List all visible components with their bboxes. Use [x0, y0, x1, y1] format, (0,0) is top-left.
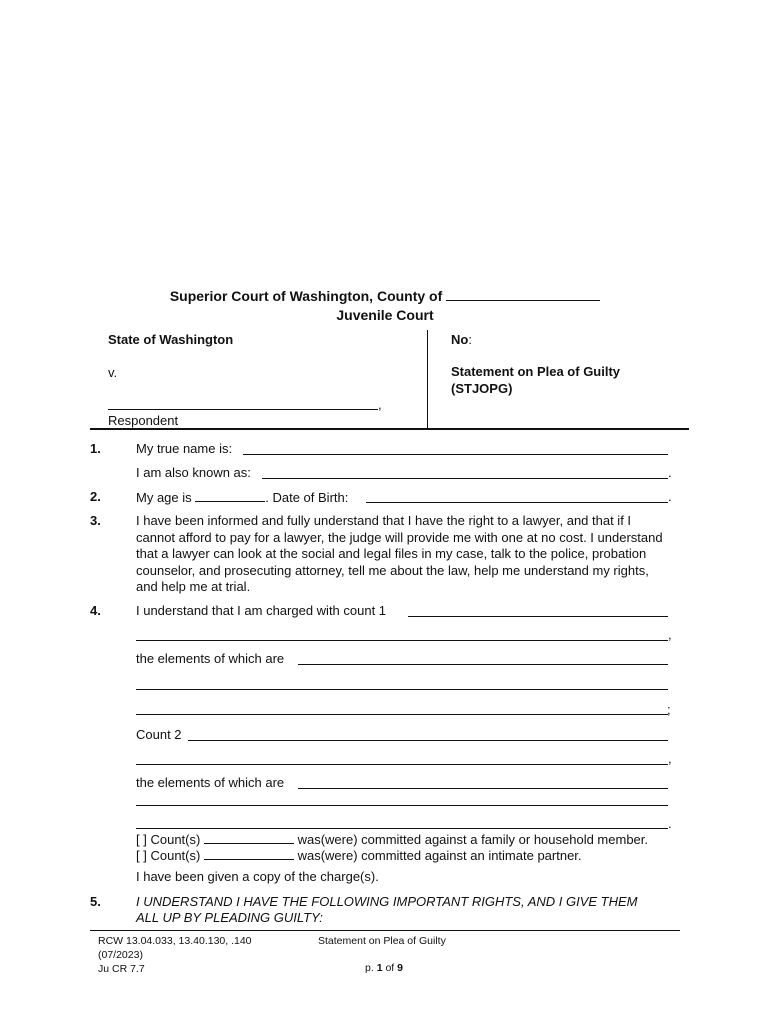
court-title — [0, 288, 770, 304]
case-number-label-text: No — [451, 332, 469, 347]
dob-label: . Date of Birth: — [265, 490, 349, 505]
true-name-field[interactable] — [243, 454, 668, 455]
count2-field[interactable] — [188, 740, 668, 741]
count1-field[interactable] — [408, 616, 668, 617]
family-count-label: Count(s) — [150, 832, 201, 847]
intimate-partner-text: was(were) committed against an intimate partner. — [297, 848, 582, 863]
elements1-field-line3[interactable] — [136, 714, 668, 715]
elements1-label: the elements of which are — [136, 651, 285, 666]
rights-heading-line2: ALL UP BY PLEADING GUILTY: — [136, 910, 323, 925]
item-5-number: 5. — [90, 894, 101, 909]
aka-field[interactable] — [262, 478, 668, 479]
court-title-text: Superior Court of Washington, County of — [169, 288, 443, 304]
family-member-text: was(were) committed against a family or household member. — [297, 832, 649, 847]
intimate-partner-row — [136, 847, 582, 863]
plaintiff-name: State of Washington — [108, 332, 234, 347]
page-of: of — [385, 962, 395, 974]
case-number-label[interactable] — [451, 332, 472, 347]
rights-heading-line1: I UNDERSTAND I HAVE THE FOLLOWING IMPORTANT RIGHTS, AND I GIVE THEM — [136, 894, 638, 909]
elements2-period: . — [668, 816, 672, 831]
count2-field-line2[interactable] — [136, 764, 668, 765]
age-row — [136, 489, 348, 505]
footer-rule — [90, 930, 680, 931]
page-prefix: p. — [365, 962, 374, 974]
elements2-label: the elements of which are — [136, 775, 285, 790]
aka-period: . — [668, 465, 672, 480]
page-current: 1 — [376, 962, 383, 974]
versus-label: v. — [108, 365, 118, 380]
dob-field[interactable] — [366, 502, 668, 503]
page-total: 9 — [397, 962, 403, 974]
elements1-field-line2[interactable] — [136, 689, 668, 690]
family-member-checkbox[interactable]: [ ] — [136, 832, 147, 847]
elements2-field[interactable] — [298, 788, 668, 789]
partner-counts-field[interactable] — [204, 847, 294, 860]
form-title-line1: Statement on Plea of Guilty — [451, 364, 621, 379]
count2-comma: , — [668, 751, 672, 766]
count1-comma: , — [668, 627, 672, 642]
intimate-partner-checkbox[interactable]: [ ] — [136, 848, 147, 863]
elements2-field-line2[interactable] — [136, 805, 668, 806]
right-to-lawyer-text: I have been informed and fully understand that I have the right to a lawyer, and that if I cannot afford to pay for a lawyer, the judge will provide me with one at no cost. I understand that a lawyer can look at the social and legal files in my case, talk to the police, probation counselor, and prosecuting attorney, tell me about the law, help me understand my rights, and help me at trial. — [136, 513, 663, 594]
footer-rule-citation: Ju CR 7.7 — [98, 963, 145, 975]
family-counts-field[interactable] — [204, 831, 294, 844]
copy-of-charges-text: I have been given a copy of the charge(s). — [136, 869, 379, 884]
footer-date: (07/2023) — [98, 949, 143, 961]
respondent-label: Respondent — [108, 413, 179, 428]
caption-rule — [90, 428, 689, 430]
case-number-colon: : — [468, 332, 472, 347]
footer-form-name: Statement on Plea of Guilty — [318, 935, 446, 947]
dob-period: . — [668, 489, 672, 504]
item-3-number: 3. — [90, 513, 101, 528]
respondent-comma: , — [378, 397, 382, 412]
elements1-semicolon: ; — [667, 702, 671, 717]
aka-label: I am also known as: — [136, 465, 251, 480]
form-title-line2: (STJOPG) — [451, 381, 513, 396]
count1-label: I understand that I am charged with count 1 — [136, 603, 387, 618]
item-2-number: 2. — [90, 489, 101, 504]
respondent-name-field[interactable] — [108, 409, 378, 410]
partner-count-label: Count(s) — [150, 848, 201, 863]
elements1-field[interactable] — [298, 664, 668, 665]
count2-label: Count 2 — [136, 727, 182, 742]
item-1-number: 1. — [90, 441, 101, 456]
family-member-row — [136, 831, 648, 847]
age-field[interactable] — [195, 489, 265, 502]
caption-divider — [427, 330, 428, 429]
true-name-label: My true name is: — [136, 441, 233, 456]
elements2-field-line3[interactable] — [136, 828, 668, 829]
footer-page-number — [365, 962, 403, 974]
item-4-number: 4. — [90, 603, 101, 618]
court-subtitle: Juvenile Court — [336, 307, 434, 323]
footer-rcw: RCW 13.04.033, 13.40.130, .140 — [98, 935, 252, 947]
county-field[interactable] — [446, 288, 600, 301]
age-label: My age is — [136, 490, 192, 505]
count1-field-line2[interactable] — [136, 640, 668, 641]
